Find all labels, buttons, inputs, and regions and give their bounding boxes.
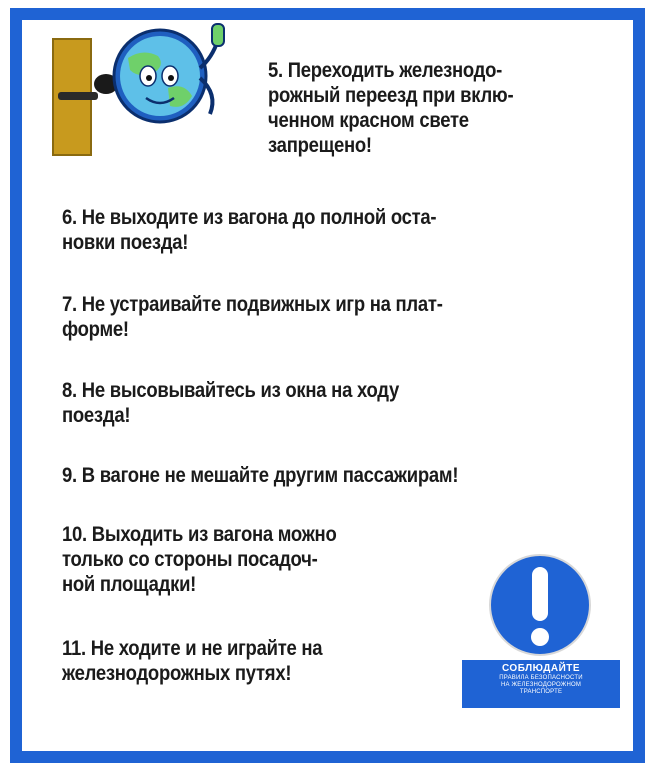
rule-5-line-3: ченном красном свете bbox=[268, 109, 469, 132]
rule-8-line-1: 8. Не высовывайтесь из окна на ходу bbox=[62, 379, 399, 402]
safety-badge bbox=[462, 660, 620, 708]
rule-8-line-2: поезда! bbox=[62, 404, 131, 427]
rule-5 bbox=[268, 58, 513, 158]
rule-9 bbox=[62, 463, 458, 488]
badge-title: СОБЛЮДАЙТЕ bbox=[501, 663, 581, 674]
rule-6-line-1: 6. Не выходите из вагона до полной оста- bbox=[62, 206, 437, 229]
rule-11-line-2: железнодорожных путях! bbox=[62, 662, 292, 685]
rule-8 bbox=[62, 378, 399, 428]
rule-5-line-1: 5. Переходить железнодо- bbox=[268, 59, 503, 82]
rule-7-line-2: форме! bbox=[62, 318, 129, 341]
rule-7-line-1: 7. Не устраивайте подвижных игр на плат- bbox=[62, 293, 443, 316]
rule-10-line-2: только со стороны посадоч- bbox=[62, 548, 318, 571]
rule-11 bbox=[62, 636, 322, 686]
exclamation-sign-icon bbox=[472, 553, 608, 657]
globe-mascot-icon bbox=[88, 18, 248, 138]
rule-9-line-1: 9. В вагоне не мешайте другим пассажирам! bbox=[62, 464, 459, 487]
rule-10-line-1: 10. Выходить из вагона можно bbox=[62, 523, 337, 546]
rule-7 bbox=[62, 292, 443, 342]
badge-line-1: ПРАВИЛА БЕЗОПАСНОСТИ bbox=[499, 675, 583, 681]
rule-6-line-2: новки поезда! bbox=[62, 231, 189, 254]
badge-line-2: НА ЖЕЛЕЗНОДОРОЖНОМ bbox=[500, 682, 582, 688]
rule-6 bbox=[62, 205, 436, 255]
rule-5-line-2: рожный переезд при вклю- bbox=[268, 84, 514, 107]
rule-10 bbox=[62, 522, 336, 597]
rule-11-line-1: 11. Не ходите и не играйте на bbox=[62, 637, 323, 660]
badge-line-3: ТРАНСПОРТЕ bbox=[519, 689, 563, 695]
rule-5-line-4: запрещено! bbox=[268, 134, 372, 157]
rule-10-line-3: ной площадки! bbox=[62, 573, 197, 596]
